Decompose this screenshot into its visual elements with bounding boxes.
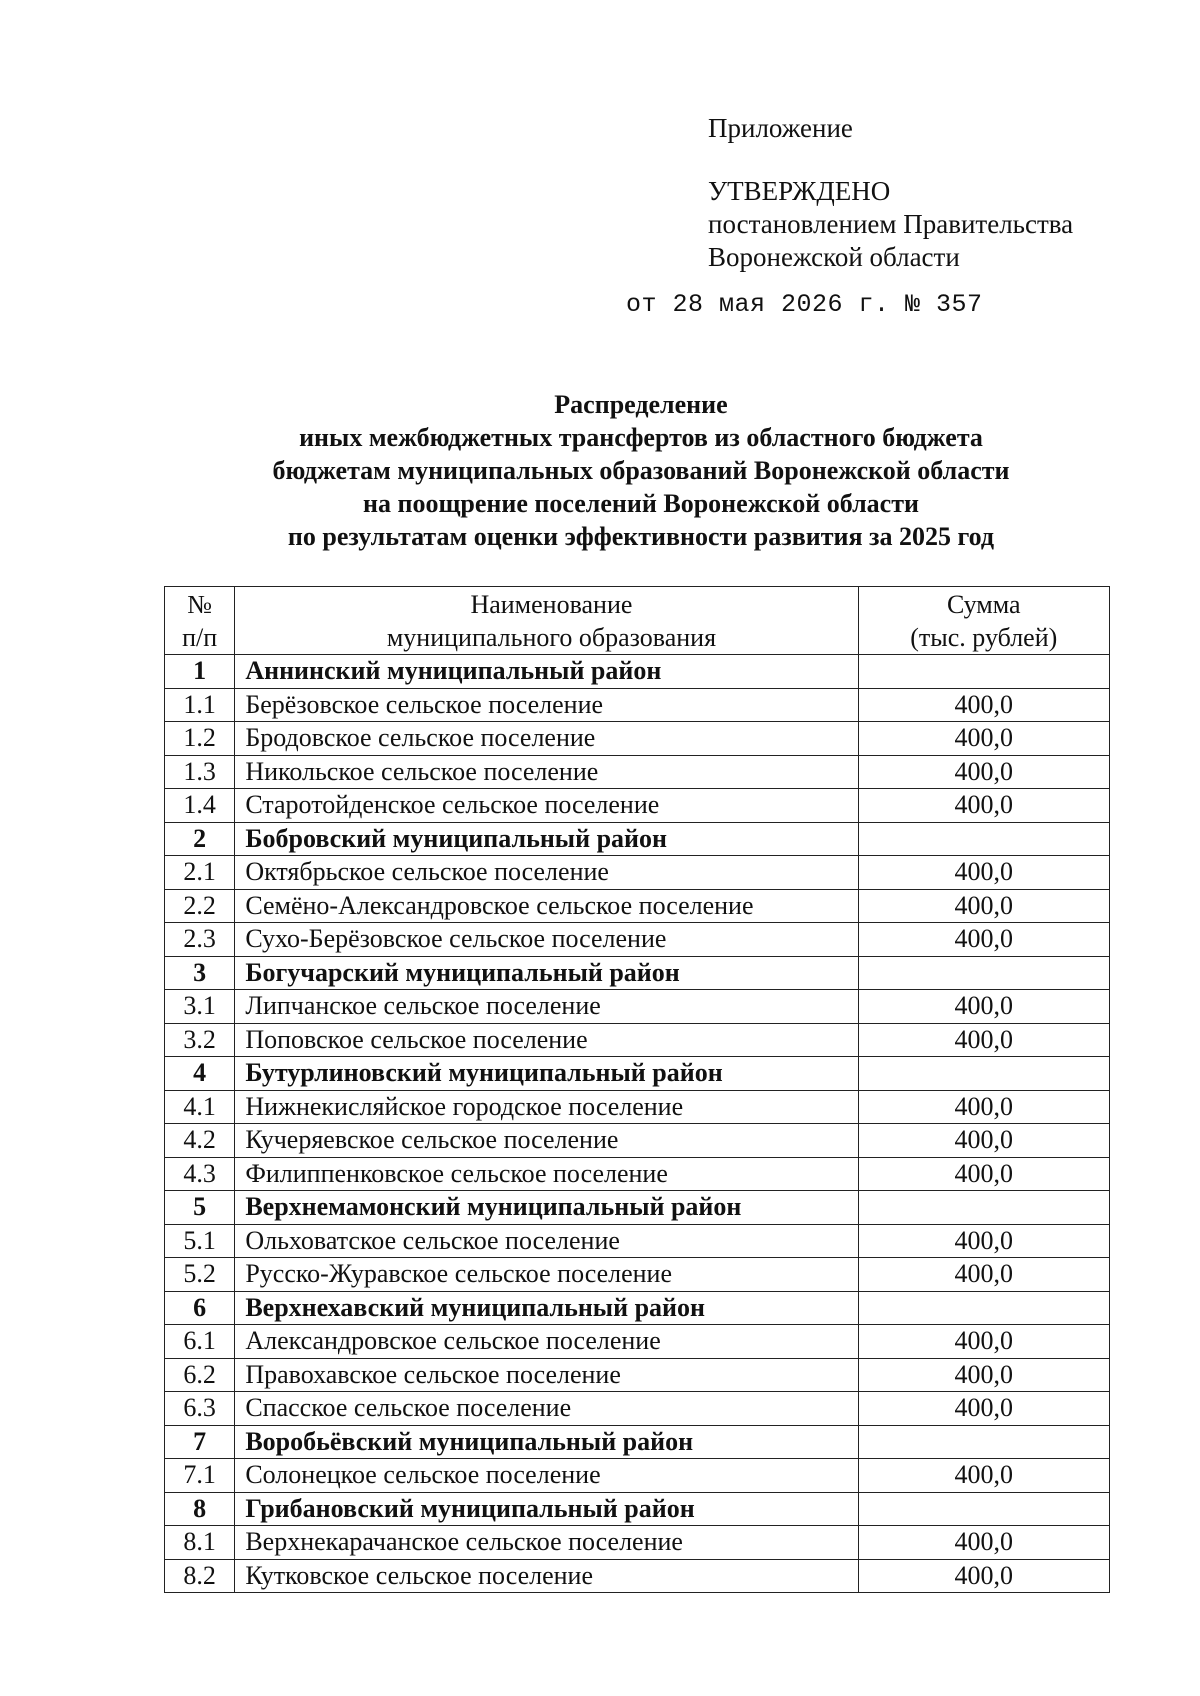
row-sum xyxy=(858,1291,1109,1325)
row-sum: 400,0 xyxy=(858,1023,1109,1057)
row-sum xyxy=(858,1191,1109,1225)
row-name: Поповское сельское поселение xyxy=(235,1023,858,1057)
row-number: 2.2 xyxy=(165,889,235,923)
header-number-line-1: № xyxy=(187,589,213,619)
district-row xyxy=(165,1492,1110,1526)
row-number: 3.1 xyxy=(165,990,235,1024)
row-number: 6 xyxy=(165,1291,235,1325)
row-sum: 400,0 xyxy=(858,889,1109,923)
table-row xyxy=(165,1124,1110,1158)
row-number: 6.3 xyxy=(165,1392,235,1426)
distribution-table xyxy=(164,586,1110,1593)
row-sum xyxy=(858,822,1109,856)
header-number-line-2: п/п xyxy=(182,622,218,652)
row-name: Бутурлиновский муниципальный район xyxy=(235,1057,858,1091)
row-sum: 400,0 xyxy=(858,990,1109,1024)
row-number: 4 xyxy=(165,1057,235,1091)
approved-label: УТВЕРЖДЕНО xyxy=(708,176,891,206)
row-sum: 400,0 xyxy=(858,856,1109,890)
table-row xyxy=(165,856,1110,890)
table-row xyxy=(165,1392,1110,1426)
district-row xyxy=(165,822,1110,856)
row-sum xyxy=(858,1057,1109,1091)
row-name: Верхнехавский муниципальный район xyxy=(235,1291,858,1325)
row-name: Солонецкое сельское поселение xyxy=(235,1459,858,1493)
row-name: Александровское сельское поселение xyxy=(235,1325,858,1359)
row-sum: 400,0 xyxy=(858,688,1109,722)
row-number: 8 xyxy=(165,1492,235,1526)
title-line-5: по результатам оценки эффективности развития за 2025 год xyxy=(287,522,995,551)
row-sum: 400,0 xyxy=(858,755,1109,789)
table-row xyxy=(165,1325,1110,1359)
row-number: 8.2 xyxy=(165,1559,235,1593)
table-body xyxy=(165,655,1110,1593)
district-row xyxy=(165,655,1110,689)
header-name-line-2: муниципального образования xyxy=(386,622,717,652)
appendix-label: Приложение xyxy=(708,113,853,143)
row-number: 7 xyxy=(165,1425,235,1459)
row-name: Верхнемамонский муниципальный район xyxy=(235,1191,858,1225)
table-row xyxy=(165,1559,1110,1593)
row-sum: 400,0 xyxy=(858,1392,1109,1426)
table-row xyxy=(165,789,1110,823)
row-number: 2 xyxy=(165,822,235,856)
title-line-3: бюджетам муниципальных образований Воронежской области xyxy=(272,456,1010,485)
row-sum: 400,0 xyxy=(858,1224,1109,1258)
table-row xyxy=(165,990,1110,1024)
row-name: Филиппенковское сельское поселение xyxy=(235,1157,858,1191)
row-number: 5.1 xyxy=(165,1224,235,1258)
document-title xyxy=(0,388,1200,553)
row-sum xyxy=(858,1425,1109,1459)
row-name: Октябрьское сельское поселение xyxy=(235,856,858,890)
title-line-2: иных межбюджетных трансфертов из областного бюджета xyxy=(299,423,983,452)
header-sum-line-2: (тыс. рублей) xyxy=(910,622,1058,652)
row-name: Верхнекарачанское сельское поселение xyxy=(235,1526,858,1560)
row-number: 6.2 xyxy=(165,1358,235,1392)
row-name: Бобровский муниципальный район xyxy=(235,822,858,856)
row-sum xyxy=(858,956,1109,990)
header-sum xyxy=(858,587,1109,655)
row-sum: 400,0 xyxy=(858,722,1109,756)
row-sum: 400,0 xyxy=(858,1358,1109,1392)
row-number: 7.1 xyxy=(165,1459,235,1493)
row-number: 2.1 xyxy=(165,856,235,890)
row-sum xyxy=(858,655,1109,689)
header-sum-line-1: Сумма xyxy=(946,589,1021,619)
row-name: Правохавское сельское поселение xyxy=(235,1358,858,1392)
row-number: 1.1 xyxy=(165,688,235,722)
row-name: Липчанское сельское поселение xyxy=(235,990,858,1024)
row-number: 1.3 xyxy=(165,755,235,789)
row-name: Нижнекисляйское городское поселение xyxy=(235,1090,858,1124)
table-row xyxy=(165,889,1110,923)
table-row xyxy=(165,923,1110,957)
row-name: Ольховатское сельское поселение xyxy=(235,1224,858,1258)
row-sum: 400,0 xyxy=(858,1559,1109,1593)
row-name: Воробьёвский муниципальный район xyxy=(235,1425,858,1459)
table-row xyxy=(165,1358,1110,1392)
approved-by-line-1: постановлением Правительства xyxy=(708,209,1074,239)
row-number: 1.2 xyxy=(165,722,235,756)
row-number: 4.2 xyxy=(165,1124,235,1158)
table-row xyxy=(165,1526,1110,1560)
row-sum: 400,0 xyxy=(858,1459,1109,1493)
row-number: 5.2 xyxy=(165,1258,235,1292)
row-number: 4.1 xyxy=(165,1090,235,1124)
row-number: 1 xyxy=(165,655,235,689)
row-number: 5 xyxy=(165,1191,235,1225)
district-row xyxy=(165,1057,1110,1091)
row-name: Грибановский муниципальный район xyxy=(235,1492,858,1526)
approved-by-line-2: Воронежской области xyxy=(708,242,960,272)
row-name: Аннинский муниципальный район xyxy=(235,655,858,689)
table-row xyxy=(165,1157,1110,1191)
row-name: Кутковское сельское поселение xyxy=(235,1559,858,1593)
table-row xyxy=(165,722,1110,756)
table-row xyxy=(165,688,1110,722)
header-number xyxy=(165,587,235,655)
row-name: Берёзовское сельское поселение xyxy=(235,688,858,722)
row-number: 3 xyxy=(165,956,235,990)
title-line-4: на поощрение поселений Воронежской области xyxy=(363,489,919,518)
row-name: Спасское сельское поселение xyxy=(235,1392,858,1426)
district-row xyxy=(165,1425,1110,1459)
row-number: 4.3 xyxy=(165,1157,235,1191)
table-row xyxy=(165,1459,1110,1493)
row-sum: 400,0 xyxy=(858,1124,1109,1158)
row-sum: 400,0 xyxy=(858,789,1109,823)
row-sum: 400,0 xyxy=(858,1090,1109,1124)
row-sum: 400,0 xyxy=(858,923,1109,957)
row-number: 8.1 xyxy=(165,1526,235,1560)
row-number: 2.3 xyxy=(165,923,235,957)
table-row xyxy=(165,1023,1110,1057)
row-name: Кучеряевское сельское поселение xyxy=(235,1124,858,1158)
district-row xyxy=(165,956,1110,990)
row-sum: 400,0 xyxy=(858,1325,1109,1359)
header-name-line-1: Наименование xyxy=(470,589,633,619)
row-sum xyxy=(858,1492,1109,1526)
row-sum: 400,0 xyxy=(858,1258,1109,1292)
row-sum: 400,0 xyxy=(858,1526,1109,1560)
title-line-1: Распределение xyxy=(554,390,728,419)
row-sum: 400,0 xyxy=(858,1157,1109,1191)
row-number: 6.1 xyxy=(165,1325,235,1359)
approval-block xyxy=(708,112,1073,274)
row-name: Старотойденское сельское поселение xyxy=(235,789,858,823)
decree-date-number: от 28 мая 2026 г. № 357 xyxy=(626,290,983,319)
row-number: 3.2 xyxy=(165,1023,235,1057)
table-row xyxy=(165,1224,1110,1258)
district-row xyxy=(165,1291,1110,1325)
table-header-row xyxy=(165,587,1110,655)
row-name: Русско-Журавское сельское поселение xyxy=(235,1258,858,1292)
table-row xyxy=(165,755,1110,789)
district-row xyxy=(165,1191,1110,1225)
row-name: Богучарский муниципальный район xyxy=(235,956,858,990)
table-row xyxy=(165,1258,1110,1292)
table-row xyxy=(165,1090,1110,1124)
row-name: Семёно-Александровское сельское поселение xyxy=(235,889,858,923)
row-name: Бродовское сельское поселение xyxy=(235,722,858,756)
header-name xyxy=(235,587,858,655)
row-name: Никольское сельское поселение xyxy=(235,755,858,789)
row-name: Сухо-Берёзовское сельское поселение xyxy=(235,923,858,957)
row-number: 1.4 xyxy=(165,789,235,823)
